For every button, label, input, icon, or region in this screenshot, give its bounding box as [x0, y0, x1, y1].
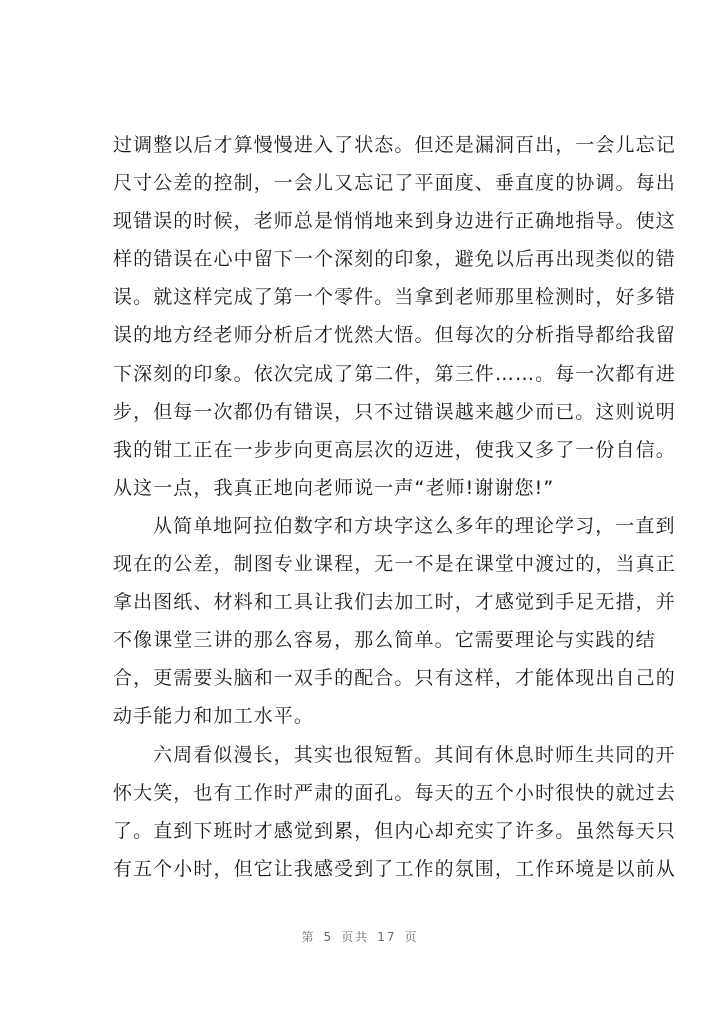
page-footer	[0, 928, 720, 945]
text-line: 现在的公差，制图专业课程，无一不是在课堂中渡过的，当真正	[113, 553, 676, 576]
footer-middle: 页共	[341, 930, 370, 944]
text-line: 尺寸公差的控制，一会儿又忘记了平面度、垂直度的协调。每出	[113, 172, 676, 195]
text-line: 从这一点，我真正地向老师说一声“老师!谢谢您!”	[113, 476, 555, 499]
text-line: 合，更需要头脑和一双手的配合。只有这样，才能体现出自己的	[113, 667, 676, 690]
text-line: 有五个小时，但它让我感受到了工作的氛围，工作环境是以前从	[113, 857, 676, 880]
footer-total-pages: 17	[377, 930, 397, 944]
footer-suffix: 页	[404, 930, 419, 944]
text-line: 下深刻的印象。依次完成了第二件，第三件……。每一次都有进	[113, 362, 676, 385]
text-line: 误。就这样完成了第一个零件。当拿到老师那里检测时，好多错	[113, 286, 676, 309]
body-text	[113, 126, 676, 888]
text-line: 怀大笑，也有工作时严肃的面孔。每天的五个小时很快的就过去	[113, 781, 676, 804]
footer-prefix: 第	[301, 930, 316, 944]
text-line: 误的地方经老师分析后才恍然大悟。但每次的分析指导都给我留	[113, 324, 676, 347]
text-line: 拿出图纸、材料和工具让我们去加工时，才感觉到手足无措，并	[113, 591, 676, 614]
text-line: 现错误的时候，老师总是悄悄地来到身边进行正确地指导。使这	[113, 210, 676, 233]
text-line: 步，但每一次都仍有错误，只不过错误越来越少而已。这则说明	[113, 400, 676, 423]
text-line: 了。直到下班时才感觉到累，但内心却充实了许多。虽然每天只	[113, 819, 676, 842]
text-line: 我的钳工正在一步步向更高层次的迈进，使我又多了一份自信。	[113, 438, 676, 461]
footer-page-number: 5	[323, 930, 334, 944]
text-line: 动手能力和加工水平。	[113, 705, 315, 728]
text-line: 不像课堂三讲的那么容易，那么简单。它需要理论与实践的结	[113, 629, 656, 652]
text-line: 样的错误在心中留下一个深刻的印象，避免以后再出现类似的错	[113, 248, 676, 271]
paragraph-start-line: 从简单地阿拉伯数字和方块字这么多年的理论学习，一直到	[153, 514, 676, 537]
paragraph-start-line: 六周看似漫长，其实也很短暂。其间有休息时师生共同的开	[153, 743, 676, 766]
text-line: 过调整以后才算慢慢进入了状态。但还是漏洞百出，一会儿忘记	[113, 134, 676, 156]
